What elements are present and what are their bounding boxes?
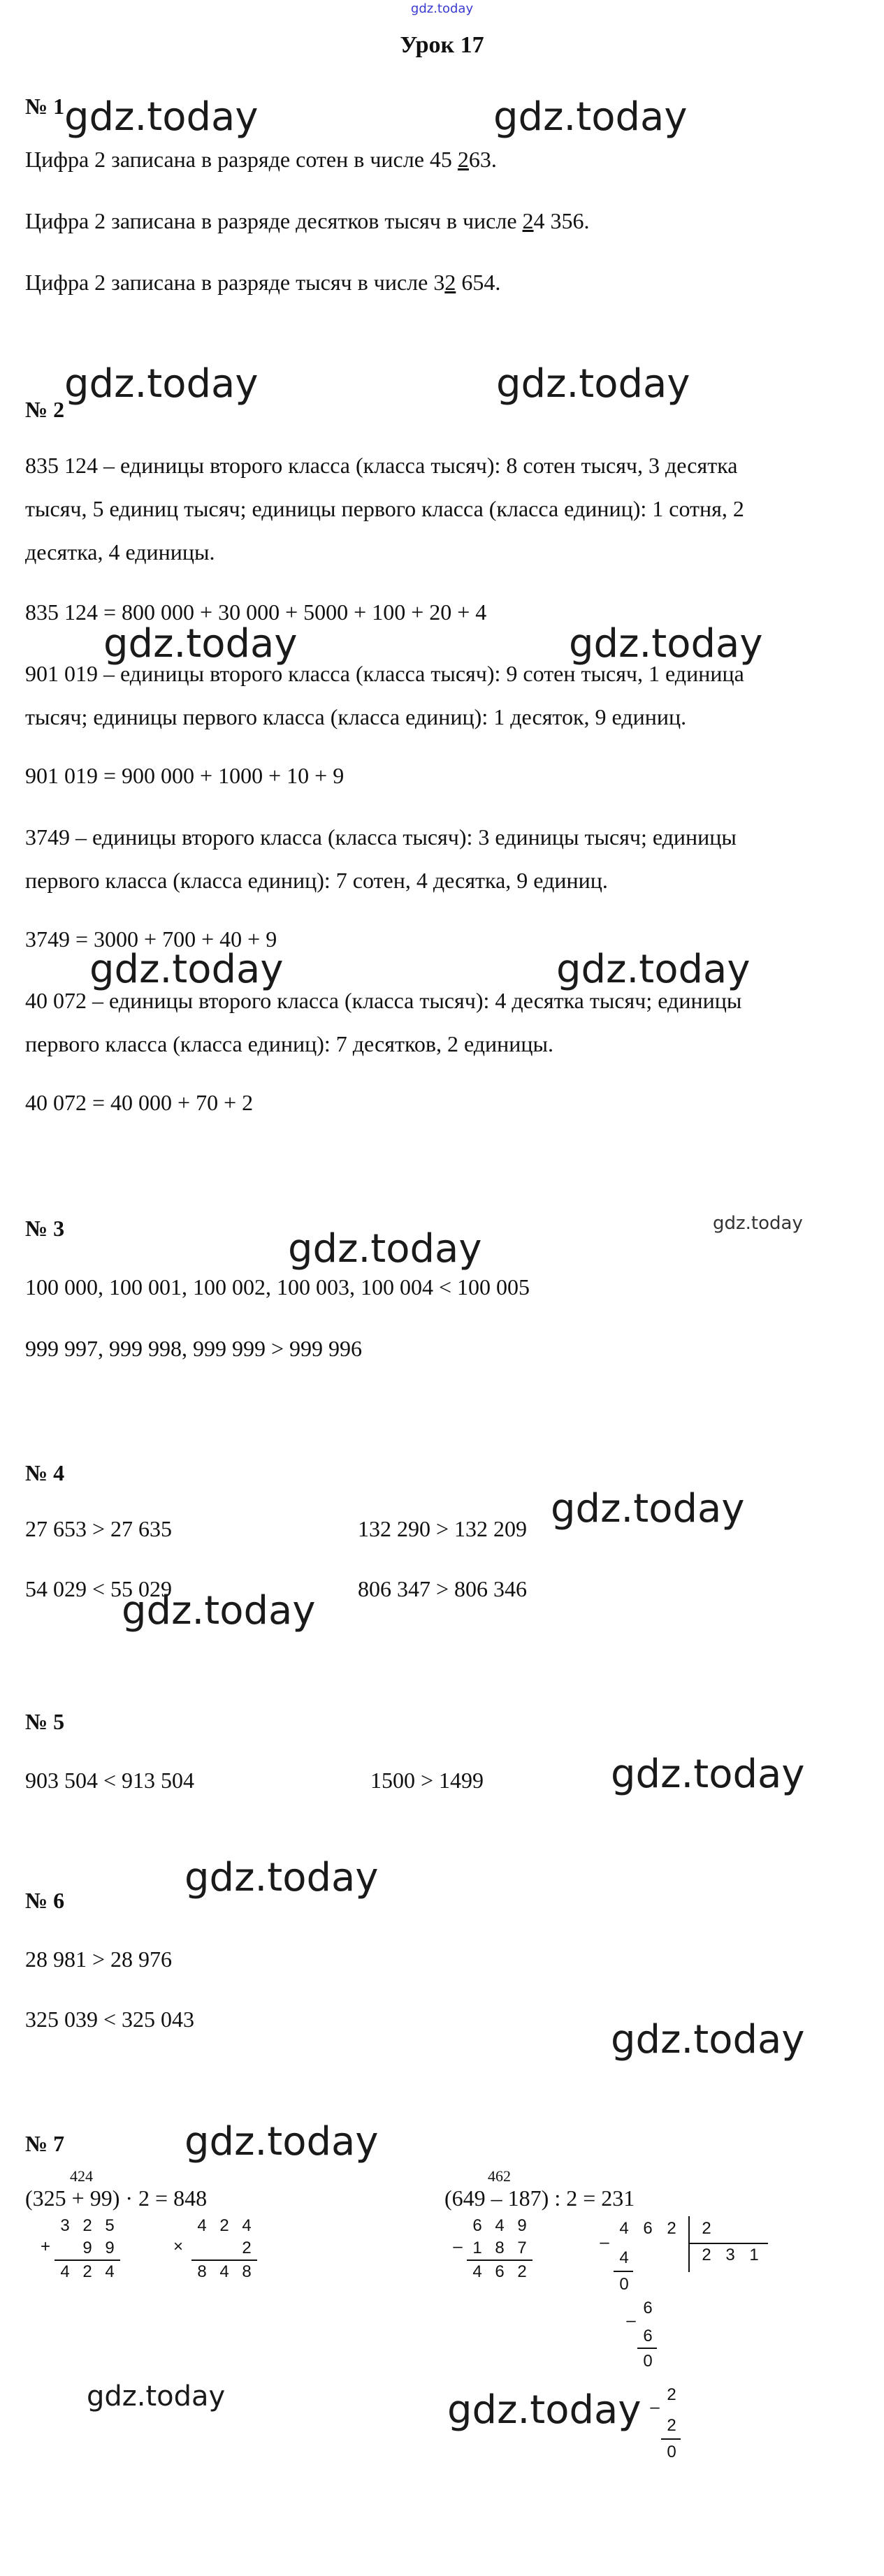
task1-heading: № 1 bbox=[25, 94, 65, 119]
digit: 2 bbox=[667, 2385, 676, 2404]
watermark: gdz.today bbox=[64, 94, 259, 140]
minus-sign: – bbox=[453, 2237, 463, 2256]
digit: 4 bbox=[197, 2216, 207, 2235]
task5-heading: № 5 bbox=[25, 1709, 65, 1734]
task2-line: первого класса (класса единиц): 7 десятков, 2 единицы. bbox=[25, 1031, 554, 1056]
minus-sign: – bbox=[600, 2233, 609, 2252]
task4-cell: 806 347 > 806 346 bbox=[358, 1576, 528, 1601]
plus-sign: + bbox=[40, 2237, 50, 2256]
watermark: gdz.today bbox=[288, 1226, 482, 1272]
task5-item: 1500 > 1499 bbox=[370, 1768, 484, 1793]
task2-line: 3749 – единицы второго класса (класса тысяч): 3 единицы тысяч; единицы bbox=[25, 824, 737, 850]
digit: 4 bbox=[495, 2216, 505, 2235]
digit: 4 bbox=[105, 2262, 115, 2281]
digit: 2 bbox=[667, 2219, 676, 2238]
task4-heading: № 4 bbox=[25, 1460, 65, 1485]
task4-cell: 54 029 < 55 029 bbox=[25, 1576, 173, 1601]
digit: 8 bbox=[197, 2262, 207, 2281]
task7-heading: № 7 bbox=[25, 2131, 65, 2156]
task2-heading: № 2 bbox=[25, 397, 65, 422]
watermark: gdz.today bbox=[611, 2017, 805, 2062]
task2-line: тысяч, 5 единиц тысяч; единицы первого класса (класса единиц): 1 сотня, 2 bbox=[25, 496, 744, 521]
digit: 1 bbox=[749, 2246, 759, 2264]
task6-heading: № 6 bbox=[25, 1888, 65, 1913]
task3-line: 100 000, 100 001, 100 002, 100 003, 100 004 < 100 005 bbox=[25, 1274, 530, 1300]
digit: 6 bbox=[643, 2299, 653, 2317]
sum-line bbox=[55, 2260, 120, 2261]
digit: 9 bbox=[517, 2216, 527, 2235]
digit: 2 bbox=[517, 2262, 527, 2281]
task5-item: 903 504 < 913 504 bbox=[25, 1768, 195, 1793]
task2-line: 835 124 = 800 000 + 30 000 + 5000 + 100 + 20 + 4 bbox=[25, 599, 487, 625]
watermark: gdz.today bbox=[493, 94, 688, 140]
digit: 9 bbox=[105, 2239, 115, 2257]
digit: 4 bbox=[619, 2248, 629, 2267]
digit: 5 bbox=[105, 2216, 115, 2235]
product-line bbox=[191, 2260, 257, 2261]
digit: 6 bbox=[643, 2219, 653, 2238]
watermark: gdz.today bbox=[122, 1588, 316, 1633]
digit: 0 bbox=[667, 2443, 676, 2461]
task2-line: 40 072 = 40 000 + 70 + 2 bbox=[25, 1090, 254, 1115]
step-line bbox=[637, 2348, 657, 2349]
digit: 2 bbox=[702, 2246, 711, 2264]
digit: 4 bbox=[242, 2216, 252, 2235]
digit: 9 bbox=[82, 2239, 92, 2257]
times-sign: × bbox=[173, 2237, 183, 2256]
minus-sign: – bbox=[626, 2311, 636, 2330]
task1-line1: Цифра 2 записана в разряде сотен в числе 45 263. bbox=[25, 147, 497, 172]
watermark: gdz.today bbox=[569, 621, 763, 667]
digit: 2 bbox=[667, 2416, 676, 2435]
watermark: gdz.today bbox=[551, 1486, 745, 1531]
digit: 7 bbox=[517, 2239, 527, 2257]
watermark: gdz.today bbox=[556, 947, 751, 992]
divisor: 2 bbox=[702, 2219, 711, 2238]
digit: 0 bbox=[619, 2275, 629, 2294]
watermark: gdz.today bbox=[64, 361, 259, 407]
watermark: gdz.today bbox=[496, 361, 690, 407]
task2-line: 901 019 – единицы второго класса (класса тысяч): 9 сотен тысяч, 1 единица bbox=[25, 661, 744, 686]
task3-line: 999 997, 999 998, 999 999 > 999 996 bbox=[25, 1336, 363, 1361]
watermark: gdz.today bbox=[87, 2380, 226, 2413]
digit: 2 bbox=[82, 2216, 92, 2235]
digit: 2 bbox=[219, 2216, 229, 2235]
task2-line: 835 124 – единицы второго класса (класса тысяч): 8 сотен тысяч, 3 десятка bbox=[25, 453, 738, 478]
task2-line: десятка, 4 единицы. bbox=[25, 539, 215, 565]
task4-cell: 132 290 > 132 209 bbox=[358, 1516, 528, 1541]
digit: 6 bbox=[495, 2262, 505, 2281]
task1-line2: Цифра 2 записана в разряде десятков тысяч в числе 24 356. bbox=[25, 208, 590, 233]
digit: 4 bbox=[219, 2262, 229, 2281]
expr1: (325 + 99) · 2 = 848 bbox=[25, 2185, 208, 2211]
task1-line3: Цифра 2 записана в разряде тысяч в числе 32 654. bbox=[25, 270, 501, 295]
task2-line: 901 019 = 900 000 + 1000 + 10 + 9 bbox=[25, 763, 345, 788]
task2-line: тысяч; единицы первого класса (класса единиц): 1 десяток, 9 единиц. bbox=[25, 704, 687, 729]
digit: 8 bbox=[242, 2262, 252, 2281]
watermark: gdz.today bbox=[611, 1752, 805, 1797]
difference-line bbox=[467, 2260, 532, 2261]
watermark: gdz.today bbox=[89, 947, 284, 992]
digit: 8 bbox=[495, 2239, 505, 2257]
digit: 4 bbox=[60, 2262, 70, 2281]
task6-line: 325 039 < 325 043 bbox=[25, 2007, 195, 2032]
expr2: (649 – 187) : 2 = 231 bbox=[444, 2185, 635, 2211]
digit: 4 bbox=[472, 2262, 482, 2281]
digit: 2 bbox=[242, 2239, 252, 2257]
page-title: Урок 17 bbox=[400, 32, 484, 58]
digit: 2 bbox=[82, 2262, 92, 2281]
watermark: gdz.today bbox=[713, 1213, 803, 1234]
watermark: gdz.today bbox=[184, 2119, 379, 2164]
minus-sign: – bbox=[650, 2398, 660, 2417]
task2-line: первого класса (класса единиц): 7 сотен, 4 десятка, 9 единиц. bbox=[25, 868, 608, 893]
digit: 1 bbox=[472, 2239, 482, 2257]
watermark: gdz.today bbox=[184, 1855, 379, 1900]
digit: 0 bbox=[643, 2352, 653, 2371]
step-line bbox=[661, 2438, 681, 2440]
site-mark: gdz.today bbox=[410, 1, 474, 16]
division-bar bbox=[688, 2216, 690, 2272]
digit: 6 bbox=[472, 2216, 482, 2235]
task6-line: 28 981 > 28 976 bbox=[25, 1946, 173, 1972]
expr1-note: 424 bbox=[70, 2167, 93, 2185]
expr2-note: 462 bbox=[488, 2167, 511, 2185]
task2-line: 3749 = 3000 + 700 + 40 + 9 bbox=[25, 926, 277, 952]
task2-line: 40 072 – единицы второго класса (класса тысяч): 4 десятка тысяч; единицы bbox=[25, 988, 742, 1013]
digit: 3 bbox=[60, 2216, 70, 2235]
quotient-line bbox=[688, 2243, 768, 2244]
digit: 4 bbox=[619, 2219, 629, 2238]
task4-cell: 27 653 > 27 635 bbox=[25, 1516, 173, 1541]
step-line bbox=[614, 2271, 633, 2272]
watermark: gdz.today bbox=[447, 2387, 642, 2433]
watermark: gdz.today bbox=[103, 621, 298, 667]
task3-heading: № 3 bbox=[25, 1216, 65, 1241]
digit: 6 bbox=[643, 2327, 653, 2345]
digit: 3 bbox=[725, 2246, 735, 2264]
